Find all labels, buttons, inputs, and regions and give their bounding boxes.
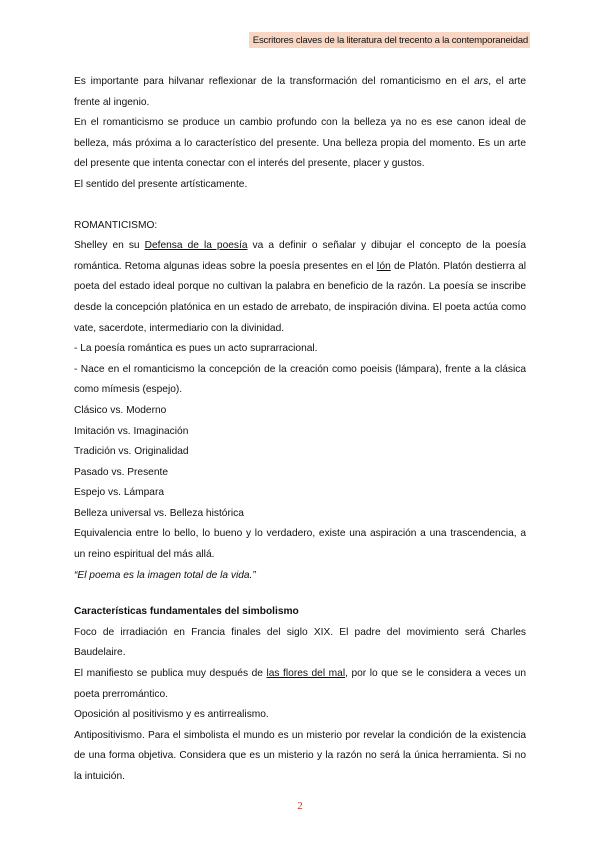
simbolismo-paragraph-4: Antipositivismo. Para el simbolista el mundo es un misterio por revelar la condición de la existencia de una forma objetiva. Considera que es un misterio y la razón no será la única herramienta. Si no la intuición.	[74, 729, 526, 782]
header-title: Escritores claves de la literatura del trecento a la contemporaneidad	[249, 32, 530, 48]
pair-item: Imitación vs. Imaginación	[74, 425, 189, 437]
ars-term: ars	[474, 76, 489, 87]
spacer	[74, 586, 526, 602]
romanticismo-heading: ROMANTICISMO:	[74, 219, 158, 231]
pair-item: Pasado vs. Presente	[74, 466, 169, 478]
intro-paragraph-2: En el romanticismo se produce un cambio profundo con la belleza ya no es ese canon ideal de belleza, más próxima a lo característico del presente. Una belleza propia del momento. Es un arte del presente que intenta conectar con el interés del presente, placer y gustos.	[74, 117, 526, 170]
romanticismo-bullet-1: - La poesía romántica es pues un acto suprarracional.	[74, 343, 318, 355]
simbolismo-paragraph-2: El manifiesto se publica muy después de las flores del mal, por lo que se le considera a veces un poeta prerromántico.	[74, 668, 526, 700]
spacer	[74, 196, 526, 216]
flores-del-mal-title: las flores del mal	[266, 668, 346, 680]
simbolismo-heading: Características fundamentales del simbolismo	[74, 606, 299, 618]
romanticismo-bullet-2: - Nace en el romanticismo la concepción de la creación como poeisis (lámpara), frente a la clásica como mímesis (espejo).	[74, 363, 526, 396]
intro-paragraph-3: El sentido del presente artísticamente.	[74, 178, 248, 190]
poem-quote: “El poema es la imagen total de la vida.”	[74, 569, 256, 581]
pair-item: Espejo vs. Lámpara	[74, 487, 165, 499]
ion-title: Ión	[376, 260, 391, 272]
simbolismo-paragraph-3: Oposición al positivismo y es antirrealismo.	[74, 709, 269, 721]
intro-paragraph-1: Es importante para hilvanar reflexionar de la transformación del romanticismo en el ars, el arte frente al ingenio.	[74, 76, 526, 108]
pair-item: Tradición vs. Originalidad	[74, 446, 189, 458]
defensa-poesia-title: Defensa de la poesía	[144, 240, 248, 252]
pair-item: Clásico vs. Moderno	[74, 404, 167, 416]
romanticismo-paragraph-1: Shelley en su Defensa de la poesía va a definir o señalar y dibujar el concepto de la poesía romántica. Retoma algunas ideas sobre la poesía presentes en el Ión de Platón. Platón destierra al poeta del estado ideal porque no cultivan la palabra en beneficio de la razón. La poesía se inscribe desde la concepción platónica en un estado de arrebato, de inspiración divina. El poeta actúa como vate, sacerdote, intermediario con la divinidad.	[74, 240, 526, 334]
page-number: 2	[297, 800, 303, 812]
equivalencia-paragraph: Equivalencia entre lo bello, lo bueno y lo verdadero, existe una aspiración a una trascendencia, a un reino espiritual del más allá.	[74, 528, 526, 561]
simbolismo-paragraph-1: Foco de irradiación en Francia finales del siglo XIX. El padre del movimiento será Charles Baudelaire.	[74, 626, 526, 659]
pair-item: Belleza universal vs. Belleza histórica	[74, 507, 244, 519]
page-header	[70, 30, 530, 49]
document-body	[74, 72, 526, 788]
